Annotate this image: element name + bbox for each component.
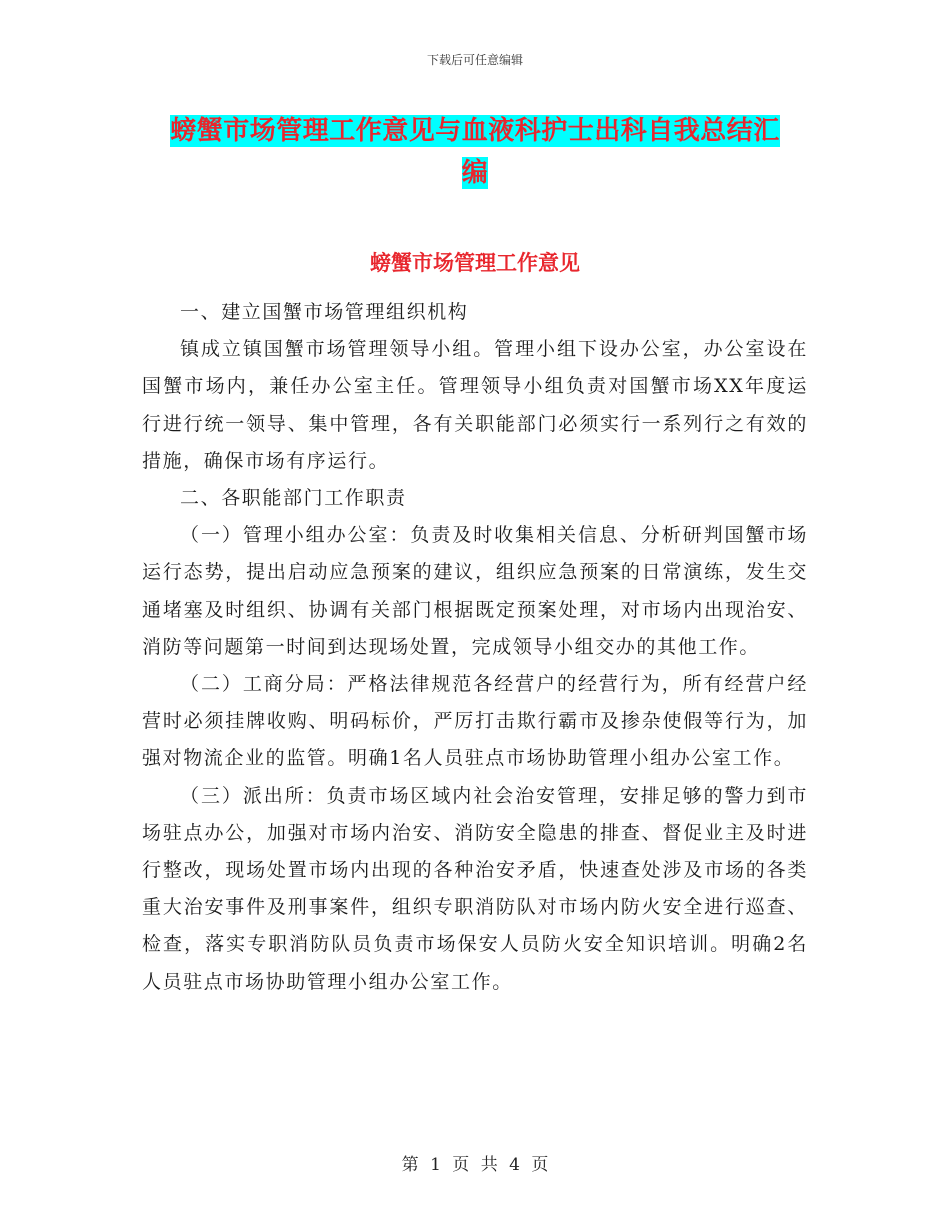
page-number-footer: 第 1 页 共 4 页 [401,1155,549,1175]
heading-organization: 一、建立国蟹市场管理组织机构 [180,301,469,323]
document-body [142,294,808,1001]
paragraph-police-duties: （三）派出所：负责市场区域内社会治安管理，安排足够的警力到市场驻点办公，加强对市场内治安、消防安全隐患的排查、督促业主及时进行整改，现场处置市场内出现的各种治安矛盾，快速查处涉及市场的各类重大治安事件及刑事案件，组织专职消防队对市场内防火安全进行巡查、检查，落实专职消防队员负责市场保安人员防火安全知识培训。明确2名人员驻点市场协助管理小组办公室工作。 [142,784,808,993]
paragraph-office-duties: （一）管理小组办公室：负责及时收集相关信息、分析研判国蟹市场运行态势，提出启动应急预案的建议，组织应急预案的日常演练，发生交通堵塞及时组织、协调有关部门根据既定预案处理，对市场内出现治安、消防等问题第一时间到达现场处置，完成领导小组交办的其他工作。 [142,524,808,658]
paragraph-organization: 镇成立镇国蟹市场管理领导小组。管理小组下设办公室，办公室设在国蟹市场内，兼任办公室主任。管理领导小组负责对国蟹市场XX年度运行进行统一领导、集中管理，各有关职能部门必须实行一系列行之有效的措施，确保市场有序运行。 [142,338,808,472]
heading-duties: 二、各职能部门工作职责 [180,487,407,510]
document-title-line-1: 螃蟹市场管理工作意见与血液科护士出科自我总结汇 [170,116,780,146]
document-title-line-2: 编 [461,158,489,188]
section-heading: 螃蟹市场管理工作意见 [370,250,580,275]
document-title [140,110,810,194]
page-header: 下载后可任意编辑 [426,53,523,67]
paragraph-commerce-duties: （二）工商分局：严格法律规范各经营户的经营行为，所有经营户经营时必须挂牌收购、明码标价，严厉打击欺行霸市及掺杂使假等行为，加强对物流企业的监管。明确1名人员驻点市场协助管理小组办公室工作。 [142,673,808,770]
